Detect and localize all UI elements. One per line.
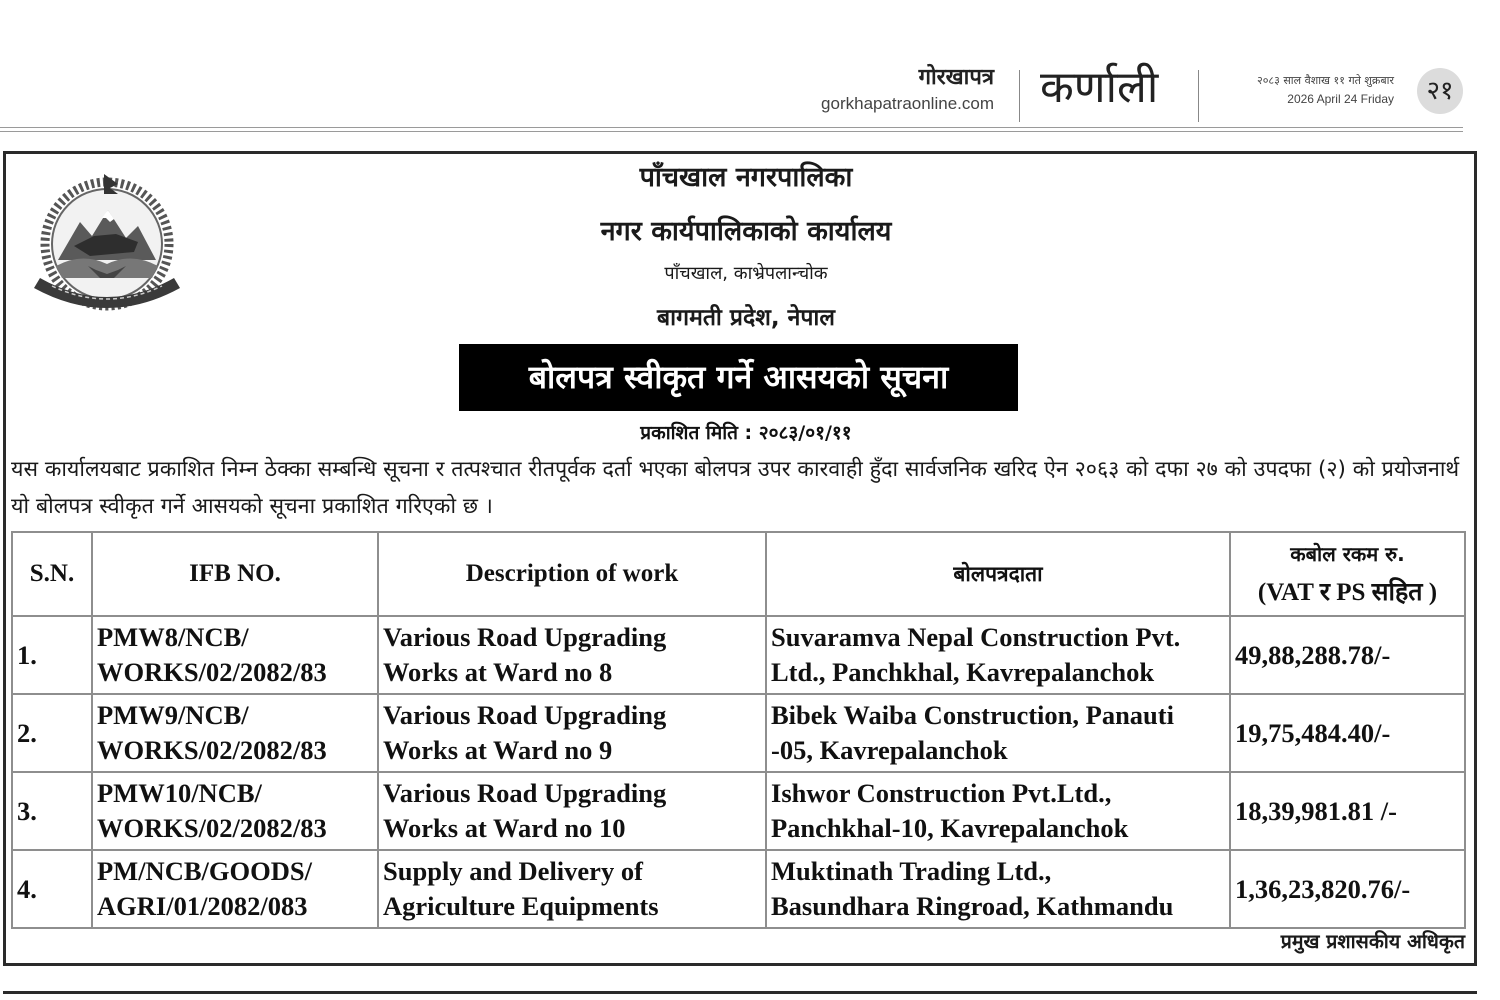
- masthead-divider: [1019, 70, 1020, 122]
- description-line: Works at Ward no 10: [383, 813, 626, 843]
- masthead-rule: [0, 127, 1463, 128]
- column-header-amount: [1230, 532, 1465, 616]
- nepal-emblem-icon: [34, 170, 180, 320]
- cell-sn: 2.: [12, 694, 92, 772]
- ifb-line: WORKS/02/2082/83: [97, 657, 327, 687]
- tender-table: [11, 531, 1466, 929]
- ifb-line: PMW9/NCB/: [97, 700, 249, 730]
- description-line: Supply and Delivery of: [383, 856, 643, 886]
- office-name: नगर कार्यपालिकाको कार्यालय: [600, 216, 892, 247]
- description-line: Various Road Upgrading: [383, 778, 667, 808]
- issue-date-nepali: २०८३ साल वैशाख ११ गते शुक्रबार: [1256, 74, 1394, 87]
- issue-date-english: 2026 April 24 Friday: [1287, 92, 1394, 106]
- cell-amount: 18,39,981.81 /-: [1230, 772, 1465, 850]
- table-row: [12, 694, 1465, 772]
- cell-sn: 4.: [12, 850, 92, 928]
- bidder-line: Basundhara Ringroad, Kathmandu: [771, 891, 1174, 921]
- bidder-header-label: बोलपत्रदाता: [953, 562, 1043, 586]
- ifb-line: WORKS/02/2082/83: [97, 813, 327, 843]
- newspaper-url: gorkhapatraonline.com: [821, 94, 994, 113]
- cell-ifb: [92, 694, 378, 772]
- cell-ifb: [92, 850, 378, 928]
- description-line: Various Road Upgrading: [383, 700, 667, 730]
- column-header-bidder: [766, 532, 1230, 616]
- province-country: बागमती प्रदेश, नेपाल: [657, 305, 835, 331]
- cell-ifb: [92, 772, 378, 850]
- cell-sn: 1.: [12, 616, 92, 694]
- bidder-line: Ltd., Panchkhal, Kavrepalanchok: [771, 657, 1155, 687]
- signatory-title: प्रमुख प्रशासकीय अधिकृत: [1280, 930, 1465, 953]
- newspaper-masthead: [0, 0, 1500, 132]
- cell-description: [378, 850, 766, 928]
- bidder-line: Panchkhal-10, Kavrepalanchok: [771, 813, 1129, 843]
- cell-bidder: [766, 850, 1230, 928]
- bidder-line: Bibek Waiba Construction, Panauti: [771, 700, 1174, 730]
- cell-amount: 49,88,288.78/-: [1230, 616, 1465, 694]
- cell-amount: 19,75,484.40/-: [1230, 694, 1465, 772]
- notice-intro: यस कार्यालयबाट प्रकाशित निम्न ठेक्का सम्बन्धि सूचना र तत्पश्चात रीतपूर्वक दर्ता भएका बोलपत्र उपर कारवाही हुँदा सार्वजनिक खरिद ऐन २०६३ को दफा २७ को उपदफा (२) को प्रयोजनार्थ यो बोलपत्र स्वीकृत गर्ने आसयको सूचना प्रकाशित गरिएको छ ।: [11, 457, 1460, 519]
- column-header-sn: S.N.: [12, 532, 92, 616]
- cell-description: [378, 694, 766, 772]
- ifb-line: PMW8/NCB/: [97, 622, 249, 652]
- ifb-line: PMW10/NCB/: [97, 778, 262, 808]
- published-date: प्रकाशित मिति : २०८३/०१/११: [640, 422, 852, 444]
- notice-title: बोलपत्र स्वीकृत गर्ने आसयको सूचना: [459, 344, 1018, 411]
- bidder-line: Muktinath Trading Ltd.,: [771, 856, 1052, 886]
- municipality-name: पाँचखाल नगरपालिका: [639, 162, 853, 193]
- cell-ifb: [92, 616, 378, 694]
- newspaper-brand: [821, 64, 994, 116]
- page-number: २१: [1417, 68, 1463, 114]
- table-row: [12, 616, 1465, 694]
- cell-bidder: [766, 772, 1230, 850]
- description-line: Works at Ward no 8: [383, 657, 613, 687]
- cell-amount: 1,36,23,820.76/-: [1230, 850, 1465, 928]
- page-bottom-rule: [3, 991, 1477, 994]
- description-line: Works at Ward no 9: [383, 735, 613, 765]
- table-header-row: [12, 532, 1465, 616]
- cell-bidder: [766, 616, 1230, 694]
- tender-notice: [3, 151, 1477, 966]
- table-row: [12, 772, 1465, 850]
- bidder-line: Suvaramva Nepal Construction Pvt.: [771, 622, 1181, 652]
- amount-header-label: कबोल रकम रु.: [1290, 542, 1405, 566]
- description-line: Various Road Upgrading: [383, 622, 667, 652]
- newspaper-name: गोरखापत्र: [918, 65, 994, 90]
- cell-description: [378, 772, 766, 850]
- bidder-line: Ishwor Construction Pvt.Ltd.,: [771, 778, 1112, 808]
- column-header-description: Description of work: [378, 532, 766, 616]
- bidder-line: -05, Kavrepalanchok: [771, 735, 1008, 765]
- issue-date: [1257, 72, 1394, 108]
- cell-description: [378, 616, 766, 694]
- description-line: Agriculture Equipments: [383, 891, 659, 921]
- ifb-line: AGRI/01/2082/083: [97, 891, 308, 921]
- office-location: पाँचखाल, काभ्रेपलान्चोक: [664, 263, 828, 284]
- cell-sn: 3.: [12, 772, 92, 850]
- section-name: कर्णाली: [1040, 62, 1159, 113]
- ifb-line: PM/NCB/GOODS/: [97, 856, 312, 886]
- table-row: [12, 850, 1465, 928]
- masthead-rule: [0, 131, 1463, 132]
- cell-bidder: [766, 694, 1230, 772]
- column-header-ifb: IFB NO.: [92, 532, 378, 616]
- masthead-divider: [1198, 70, 1199, 122]
- ifb-line: WORKS/02/2082/83: [97, 735, 327, 765]
- amount-header-note: (VAT र PS सहित ): [1257, 579, 1438, 606]
